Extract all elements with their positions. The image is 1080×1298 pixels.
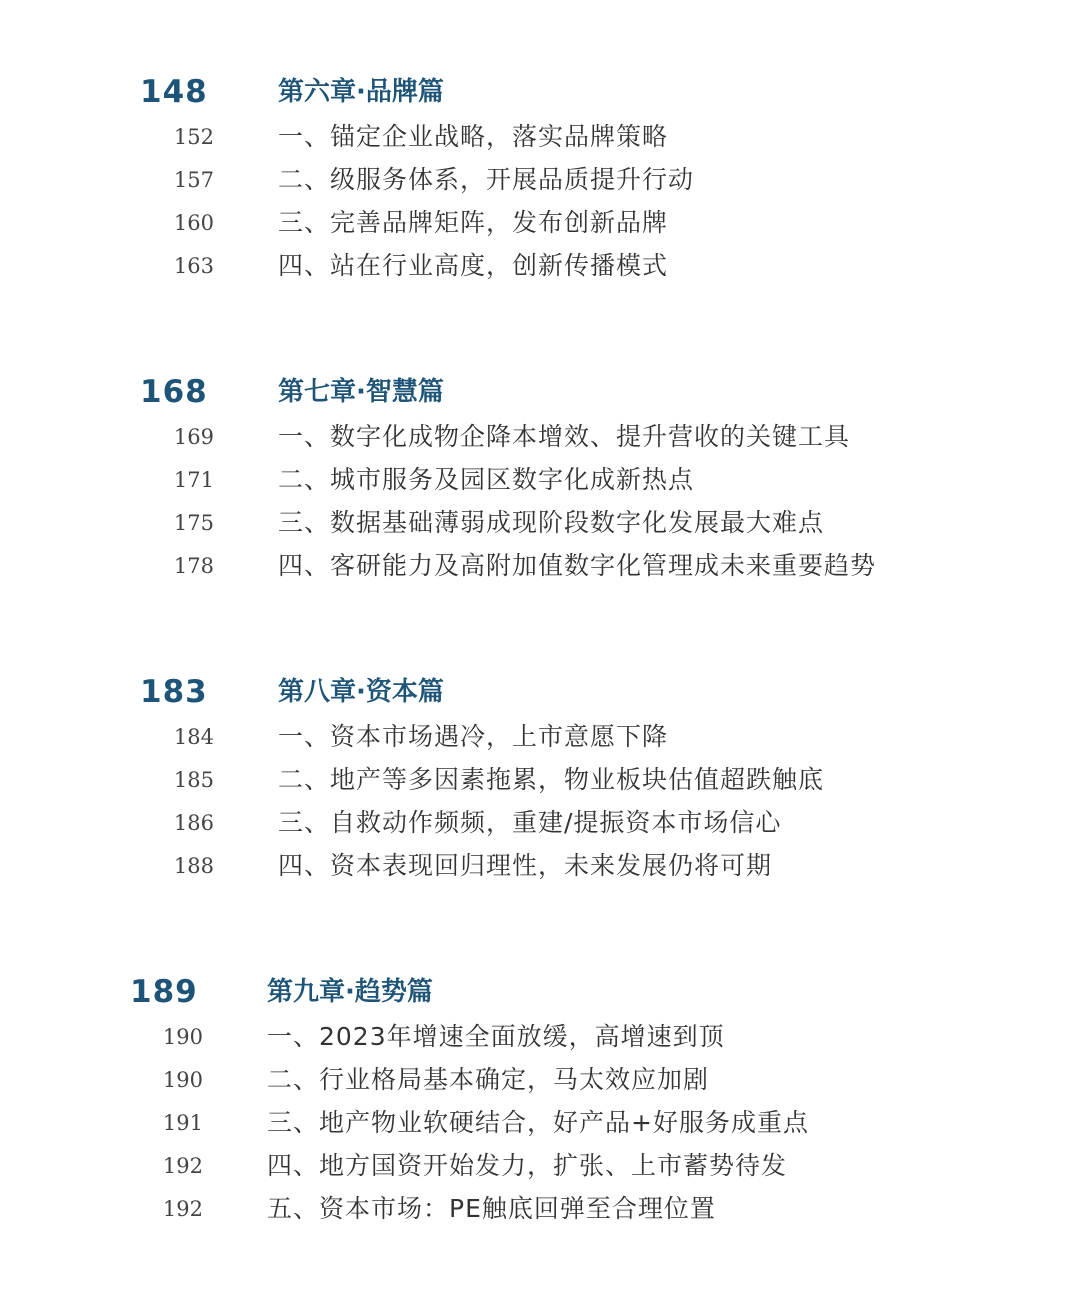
toc-entry[interactable]	[0, 205, 1080, 248]
toc-entry[interactable]	[0, 462, 1080, 505]
toc-entry[interactable]	[0, 805, 1080, 848]
entry-title: 四、地方国资开始发力，扩张、上市蓄势待发	[267, 1151, 788, 1180]
chapter-title: 第六章·品牌篇	[278, 77, 444, 107]
toc-entry[interactable]	[0, 762, 1080, 805]
entry-title: 二、行业格局基本确定，马太效应加剧	[267, 1065, 710, 1094]
toc-entry[interactable]	[0, 505, 1080, 548]
toc-entry[interactable]	[0, 848, 1080, 891]
entry-page-number: 152	[173, 125, 214, 149]
entry-page-number: 185	[173, 768, 214, 792]
entry-title: 四、资本表现回归理性，未来发展仍将可期	[278, 851, 773, 880]
chapter-page-number: 168	[140, 374, 208, 410]
chapter-title: 第八章·资本篇	[278, 677, 444, 707]
entry-page-number: 192	[162, 1197, 203, 1221]
entry-page-number: 157	[173, 168, 214, 192]
entry-page-number: 171	[173, 468, 214, 492]
entry-title: 五、资本市场：PE触底回弹至合理位置	[267, 1194, 716, 1223]
toc-entry[interactable]	[0, 248, 1080, 291]
entry-page-number: 175	[173, 511, 214, 535]
entry-title: 三、数据基础薄弱成现阶段数字化发展最大难点	[278, 508, 825, 537]
toc-entry[interactable]	[0, 719, 1080, 762]
entry-title: 一、数字化成物企降本增效、提升营收的关键工具	[278, 422, 851, 451]
entry-title: 三、完善品牌矩阵，发布创新品牌	[278, 208, 669, 237]
chapter-page-number: 148	[140, 74, 208, 110]
toc-entry[interactable]	[0, 162, 1080, 205]
entry-page-number: 160	[173, 211, 214, 235]
chapter-title: 第七章·智慧篇	[278, 377, 444, 407]
entry-page-number: 192	[162, 1154, 203, 1178]
entry-title: 四、客研能力及高附加值数字化管理成未来重要趋势	[278, 551, 877, 580]
toc-entry[interactable]	[0, 1148, 1080, 1191]
entry-page-number: 190	[162, 1068, 203, 1092]
entry-title: 三、自救动作频频，重建/提振资本市场信心	[278, 808, 782, 837]
entry-title: 一、锚定企业战略，落实品牌策略	[278, 122, 669, 151]
entry-page-number: 188	[173, 854, 214, 878]
entry-page-number: 191	[162, 1111, 203, 1135]
entry-title: 一、2023年增速全面放缓，高增速到顶	[267, 1022, 725, 1051]
toc-entry[interactable]	[0, 548, 1080, 591]
toc-entry[interactable]	[0, 1019, 1080, 1062]
entry-title: 三、地产物业软硬结合，好产品+好服务成重点	[267, 1108, 809, 1137]
entry-page-number: 178	[173, 554, 214, 578]
chapter-page-number: 183	[140, 674, 208, 710]
entry-page-number: 190	[162, 1025, 203, 1049]
toc-entry[interactable]	[0, 1191, 1080, 1234]
entry-page-number: 186	[173, 811, 214, 835]
entry-page-number: 184	[173, 725, 214, 749]
toc-entry[interactable]	[0, 1062, 1080, 1105]
toc-entry[interactable]	[0, 1105, 1080, 1148]
entry-title: 二、城市服务及园区数字化成新热点	[278, 465, 695, 494]
entry-title: 四、站在行业高度，创新传播模式	[278, 251, 669, 280]
entry-page-number: 169	[173, 425, 214, 449]
chapter-title: 第九章·趋势篇	[267, 977, 433, 1007]
entry-title: 二、级服务体系，开展品质提升行动	[278, 165, 695, 194]
entry-title: 二、地产等多因素拖累，物业板块估值超跌触底	[278, 765, 825, 794]
chapter-page-number: 189	[130, 974, 198, 1010]
entry-page-number: 163	[173, 254, 214, 278]
toc-entry[interactable]	[0, 119, 1080, 162]
entry-title: 一、资本市场遇冷，上市意愿下降	[278, 722, 669, 751]
toc-entry[interactable]	[0, 419, 1080, 462]
